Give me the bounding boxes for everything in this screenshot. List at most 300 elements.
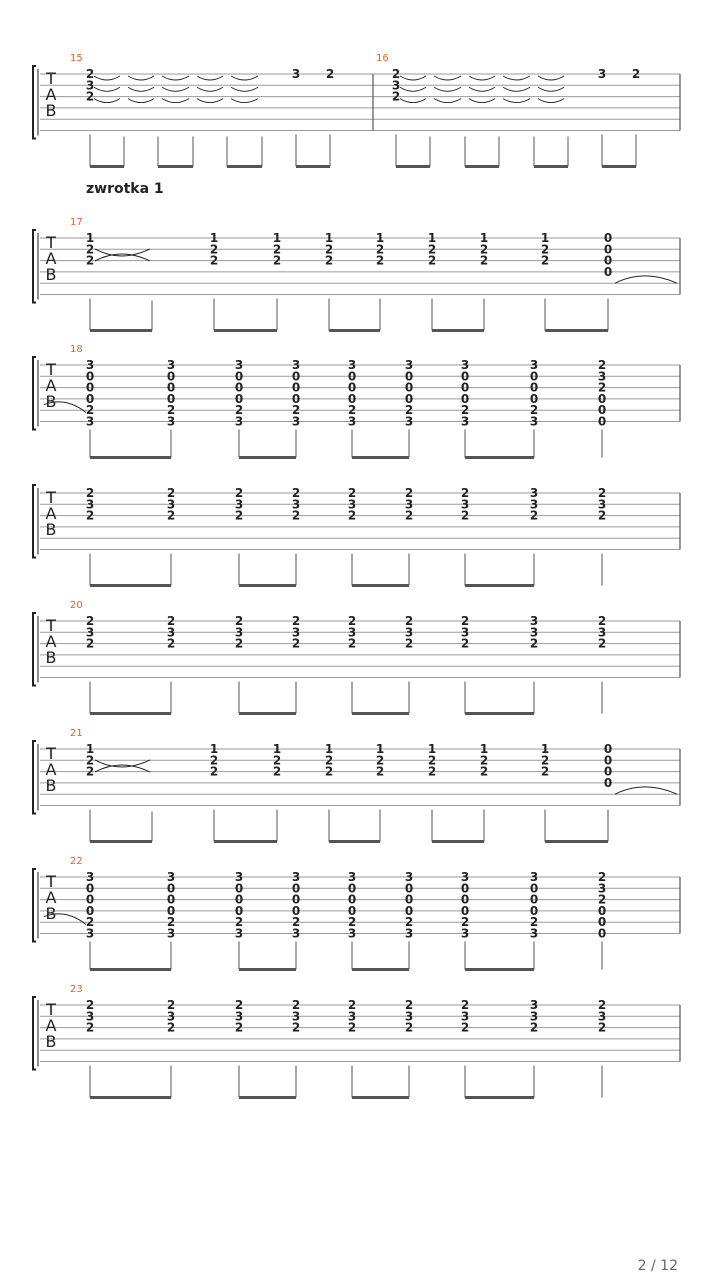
fret-number: 0 [529, 881, 539, 896]
fret-number: 0 [597, 926, 607, 941]
measure-number: 16 [376, 53, 389, 64]
fret-number: 3 [529, 926, 539, 941]
fret-number: 0 [529, 391, 539, 406]
fret-number: 3 [460, 414, 470, 429]
fret-number: 2 [529, 915, 539, 930]
fret-number: 2 [597, 358, 607, 372]
fret-number: 0 [234, 881, 244, 896]
fret-number: 3 [291, 926, 301, 941]
fret-number: 1 [209, 742, 219, 756]
fret-number: 2 [597, 486, 607, 500]
fret-number: 0 [597, 391, 607, 406]
fret-number: 2 [234, 998, 244, 1012]
fret-number: 2 [209, 764, 219, 779]
fret-number: 2 [166, 486, 176, 500]
tie-arc [615, 276, 677, 283]
fret-number: 3 [347, 414, 357, 429]
fret-number: 0 [347, 391, 357, 406]
measure-number: 22 [70, 856, 83, 867]
tie-arc [434, 87, 461, 91]
measure-number: 18 [70, 344, 83, 355]
fret-number: 2 [325, 67, 335, 81]
fret-number: 2 [404, 998, 414, 1012]
tie-arc [95, 254, 150, 261]
fret-number: 0 [603, 753, 613, 768]
tab-clef-letter: B [45, 776, 57, 795]
tie-arc [469, 99, 495, 103]
fret-number: 2 [347, 614, 357, 628]
fret-number: 0 [597, 403, 607, 418]
fret-number: 2 [427, 764, 437, 779]
system-bracket [33, 869, 36, 942]
fret-number: 2 [479, 242, 489, 257]
fret-number: 1 [375, 742, 385, 756]
fret-number: 0 [597, 414, 607, 429]
fret-number: 3 [85, 1009, 95, 1024]
fret-number: 3 [460, 625, 470, 640]
fret-number: 3 [85, 358, 95, 372]
fret-number: 2 [166, 614, 176, 628]
tab-clef-letter: B [45, 904, 57, 923]
fret-number: 2 [347, 636, 357, 651]
fret-number: 3 [234, 926, 244, 941]
fret-number: 0 [460, 892, 470, 907]
fret-number: 3 [404, 358, 414, 372]
tie-arc [503, 76, 530, 80]
tie-arc [469, 76, 495, 80]
fret-number: 3 [597, 497, 607, 512]
fret-number: 2 [479, 253, 489, 268]
system-bracket [33, 230, 36, 303]
tab-clef-letter: T [46, 872, 56, 891]
tie-arc [95, 249, 150, 256]
fret-number: 3 [460, 926, 470, 941]
fret-number: 2 [597, 508, 607, 523]
tie-arc [162, 76, 189, 80]
fret-number: 2 [540, 242, 550, 257]
fret-number: 3 [529, 1009, 539, 1024]
fret-number: 2 [460, 915, 470, 930]
fret-number: 0 [529, 903, 539, 918]
fret-number: 0 [460, 380, 470, 395]
fret-number: 3 [347, 358, 357, 372]
fret-number: 3 [85, 414, 95, 429]
fret-number: 2 [404, 915, 414, 930]
fret-number: 2 [460, 1020, 470, 1035]
fret-number: 0 [404, 380, 414, 395]
tie-arc [400, 76, 426, 80]
tab-clef-letter: A [45, 249, 57, 268]
fret-number: 2 [540, 764, 550, 779]
fret-number: 2 [597, 380, 607, 395]
tie-arc [197, 87, 223, 91]
fret-number: 3 [291, 414, 301, 429]
fret-number: 2 [597, 636, 607, 651]
fret-number: 2 [347, 998, 357, 1012]
fret-number: 2 [291, 998, 301, 1012]
fret-number: 2 [404, 508, 414, 523]
fret-number: 0 [291, 380, 301, 395]
fret-number: 0 [603, 775, 613, 790]
fret-number: 0 [404, 903, 414, 918]
system-bracket [33, 66, 36, 139]
fret-number: 2 [234, 614, 244, 628]
fret-number: 2 [234, 508, 244, 523]
fret-number: 0 [603, 764, 613, 779]
tie-arc [469, 87, 495, 91]
fret-number: 0 [234, 892, 244, 907]
fret-number: 2 [166, 508, 176, 523]
fret-number: 2 [234, 915, 244, 930]
fret-number: 2 [85, 403, 95, 418]
fret-number: 2 [324, 242, 334, 257]
fret-number: 2 [540, 253, 550, 268]
fret-number: 1 [540, 231, 550, 245]
fret-number: 3 [166, 870, 176, 884]
fret-number: 2 [272, 253, 282, 268]
fret-number: 2 [85, 636, 95, 651]
fret-number: 3 [234, 358, 244, 372]
fret-number: 2 [166, 636, 176, 651]
fret-number: 2 [291, 486, 301, 500]
fret-number: 2 [347, 403, 357, 418]
fret-number: 3 [291, 1009, 301, 1024]
fret-number: 2 [209, 753, 219, 768]
fret-number: 0 [597, 915, 607, 930]
fret-number: 3 [460, 358, 470, 372]
fret-number: 2 [209, 242, 219, 257]
fret-number: 3 [166, 625, 176, 640]
fret-number: 2 [529, 403, 539, 418]
tab-clef-letter: T [46, 233, 56, 252]
fret-number: 2 [479, 764, 489, 779]
fret-number: 2 [427, 242, 437, 257]
fret-number: 0 [291, 369, 301, 384]
fret-number: 3 [291, 625, 301, 640]
fret-number: 2 [291, 1020, 301, 1035]
fret-number: 2 [85, 253, 95, 268]
fret-number: 2 [234, 486, 244, 500]
fret-number: 2 [85, 67, 95, 81]
tie-arc [94, 87, 120, 91]
fret-number: 2 [85, 242, 95, 257]
fret-number: 0 [529, 380, 539, 395]
tie-arc [231, 99, 258, 103]
fret-number: 2 [460, 486, 470, 500]
fret-number: 2 [597, 892, 607, 907]
fret-number: 0 [404, 892, 414, 907]
fret-number: 1 [375, 231, 385, 245]
fret-number: 3 [404, 926, 414, 941]
tab-clef-letter: T [46, 1000, 56, 1019]
fret-number: 0 [347, 892, 357, 907]
fret-number: 0 [460, 881, 470, 896]
fret-number: 3 [597, 625, 607, 640]
section-label: zwrotka 1 [86, 181, 164, 197]
fret-number: 3 [529, 625, 539, 640]
tab-clef-letter: A [45, 888, 57, 907]
fret-number: 0 [166, 903, 176, 918]
fret-number: 0 [85, 881, 95, 896]
fret-number: 0 [234, 903, 244, 918]
fret-number: 2 [85, 614, 95, 628]
fret-number: 3 [347, 926, 357, 941]
fret-number: 2 [272, 753, 282, 768]
fret-number: 3 [291, 358, 301, 372]
fret-number: 1 [209, 231, 219, 245]
fret-number: 2 [529, 636, 539, 651]
fret-number: 0 [603, 253, 613, 268]
fret-number: 0 [404, 369, 414, 384]
tie-arc [503, 87, 530, 91]
fret-number: 0 [347, 903, 357, 918]
fret-number: 2 [166, 998, 176, 1012]
fret-number: 2 [85, 486, 95, 500]
fret-number: 0 [85, 903, 95, 918]
fret-number: 2 [597, 1020, 607, 1035]
fret-number: 3 [291, 497, 301, 512]
fret-number: 0 [404, 881, 414, 896]
fret-number: 3 [347, 870, 357, 884]
fret-number: 3 [529, 614, 539, 628]
fret-number: 2 [209, 253, 219, 268]
fret-number: 0 [603, 742, 613, 756]
tab-clef-letter: T [46, 488, 56, 507]
tab-clef-letter: A [45, 760, 57, 779]
fret-number: 2 [324, 753, 334, 768]
tie-arc [197, 76, 223, 80]
fret-number: 0 [347, 380, 357, 395]
fret-number: 1 [479, 742, 489, 756]
fret-number: 2 [166, 915, 176, 930]
fret-number: 0 [291, 892, 301, 907]
fret-number: 0 [347, 369, 357, 384]
fret-number: 2 [85, 753, 95, 768]
fret-number: 3 [234, 414, 244, 429]
fret-number: 2 [404, 636, 414, 651]
fret-number: 2 [391, 89, 401, 104]
tab-clef-letter: B [45, 101, 57, 120]
tie-arc [538, 87, 564, 91]
fret-number: 3 [529, 358, 539, 372]
fret-number: 0 [460, 903, 470, 918]
fret-number: 2 [391, 67, 401, 81]
fret-number: 2 [85, 508, 95, 523]
fret-number: 2 [427, 753, 437, 768]
fret-number: 2 [234, 403, 244, 418]
fret-number: 2 [460, 508, 470, 523]
fret-number: 0 [166, 892, 176, 907]
tie-arc [434, 99, 461, 103]
measure-number: 15 [70, 53, 83, 64]
fret-number: 0 [460, 391, 470, 406]
fret-number: 2 [85, 764, 95, 779]
tab-clef-letter: B [45, 648, 57, 667]
fret-number: 2 [460, 614, 470, 628]
tie-arc [231, 76, 258, 80]
system-bracket [33, 357, 36, 430]
tie-arc [538, 99, 564, 103]
fret-number: 0 [85, 380, 95, 395]
system-bracket [33, 613, 36, 686]
fret-number: 0 [85, 892, 95, 907]
fret-number: 3 [234, 870, 244, 884]
fret-number: 0 [529, 892, 539, 907]
fret-number: 2 [85, 1020, 95, 1035]
tie-arc [94, 76, 120, 80]
fret-number: 2 [347, 508, 357, 523]
tie-arc [94, 99, 120, 103]
fret-number: 1 [427, 742, 437, 756]
fret-number: 3 [85, 926, 95, 941]
tie-arc [95, 765, 150, 772]
fret-number: 3 [166, 1009, 176, 1024]
fret-number: 3 [597, 369, 607, 384]
fret-number: 0 [166, 380, 176, 395]
fret-number: 3 [166, 414, 176, 429]
fret-number: 3 [85, 870, 95, 884]
system-bracket [33, 997, 36, 1070]
fret-number: 2 [404, 614, 414, 628]
tab-clef-letter: B [45, 392, 57, 411]
fret-number: 2 [460, 403, 470, 418]
fret-number: 2 [597, 870, 607, 884]
fret-number: 0 [529, 369, 539, 384]
system-bracket [33, 741, 36, 814]
system-bracket [33, 485, 36, 558]
tab-clef-letter: A [45, 85, 57, 104]
fret-number: 2 [347, 915, 357, 930]
fret-number: 2 [540, 753, 550, 768]
fret-number: 1 [540, 742, 550, 756]
fret-number: 3 [404, 625, 414, 640]
fret-number: 0 [291, 391, 301, 406]
fret-number: 2 [85, 915, 95, 930]
fret-number: 2 [166, 1020, 176, 1035]
tie-arc [231, 87, 258, 91]
fret-number: 3 [460, 1009, 470, 1024]
measure-number: 23 [70, 984, 83, 995]
fret-number: 2 [85, 89, 95, 104]
fret-number: 3 [460, 497, 470, 512]
fret-number: 2 [375, 242, 385, 257]
fret-number: 0 [85, 369, 95, 384]
fret-number: 3 [597, 67, 607, 81]
fret-number: 2 [375, 764, 385, 779]
tie-arc [162, 87, 189, 91]
tab-clef-letter: T [46, 360, 56, 379]
fret-number: 3 [597, 1009, 607, 1024]
fret-number: 2 [234, 1020, 244, 1035]
tab-clef-letter: T [46, 744, 56, 763]
fret-number: 2 [291, 636, 301, 651]
tie-arc [162, 99, 189, 103]
tie-arc [95, 760, 150, 767]
tab-clef-letter: B [45, 1032, 57, 1051]
fret-number: 1 [324, 742, 334, 756]
fret-number: 3 [85, 78, 95, 93]
fret-number: 3 [404, 414, 414, 429]
fret-number: 0 [460, 369, 470, 384]
fret-number: 0 [404, 391, 414, 406]
fret-number: 1 [85, 231, 95, 245]
fret-number: 3 [597, 881, 607, 896]
fret-number: 2 [404, 1020, 414, 1035]
fret-number: 0 [603, 242, 613, 257]
fret-number: 3 [404, 497, 414, 512]
fret-number: 2 [324, 764, 334, 779]
fret-number: 2 [272, 764, 282, 779]
fret-number: 2 [234, 636, 244, 651]
fret-number: 3 [529, 870, 539, 884]
fret-number: 3 [529, 414, 539, 429]
fret-number: 2 [427, 253, 437, 268]
tab-clef-letter: A [45, 632, 57, 651]
fret-number: 2 [85, 998, 95, 1012]
fret-number: 0 [234, 369, 244, 384]
fret-number: 3 [166, 497, 176, 512]
fret-number: 1 [427, 231, 437, 245]
fret-number: 1 [479, 231, 489, 245]
fret-number: 2 [404, 486, 414, 500]
fret-number: 3 [347, 625, 357, 640]
tie-arc [503, 99, 530, 103]
fret-number: 0 [85, 391, 95, 406]
fret-number: 2 [166, 403, 176, 418]
fret-number: 3 [234, 497, 244, 512]
fret-number: 3 [291, 67, 301, 81]
fret-number: 0 [234, 391, 244, 406]
fret-number: 3 [234, 625, 244, 640]
page-number: 2 / 12 [637, 1258, 678, 1274]
tab-clef-letter: B [45, 265, 57, 284]
fret-number: 1 [324, 231, 334, 245]
fret-number: 0 [166, 391, 176, 406]
fret-number: 3 [391, 78, 401, 93]
fret-number: 2 [291, 915, 301, 930]
measure-number: 17 [70, 217, 83, 228]
fret-number: 0 [166, 369, 176, 384]
fret-number: 3 [460, 870, 470, 884]
fret-number: 3 [166, 358, 176, 372]
fret-number: 2 [631, 67, 641, 81]
fret-number: 2 [272, 242, 282, 257]
fret-number: 3 [404, 1009, 414, 1024]
tie-arc [400, 87, 426, 91]
fret-number: 0 [291, 881, 301, 896]
tab-clef-letter: B [45, 520, 57, 539]
fret-number: 2 [597, 614, 607, 628]
fret-number: 2 [375, 253, 385, 268]
fret-number: 3 [85, 497, 95, 512]
fret-number: 1 [272, 231, 282, 245]
fret-number: 2 [375, 753, 385, 768]
fret-number: 0 [291, 903, 301, 918]
fret-number: 3 [234, 1009, 244, 1024]
tie-arc [434, 76, 461, 80]
fret-number: 3 [529, 497, 539, 512]
tab-clef-letter: A [45, 504, 57, 523]
fret-number: 0 [234, 380, 244, 395]
fret-number: 2 [291, 508, 301, 523]
fret-number: 3 [529, 998, 539, 1012]
measure-number: 21 [70, 728, 83, 739]
fret-number: 2 [529, 1020, 539, 1035]
tie-arc [615, 787, 677, 794]
fret-number: 2 [597, 998, 607, 1012]
fret-number: 2 [347, 486, 357, 500]
fret-number: 2 [460, 998, 470, 1012]
